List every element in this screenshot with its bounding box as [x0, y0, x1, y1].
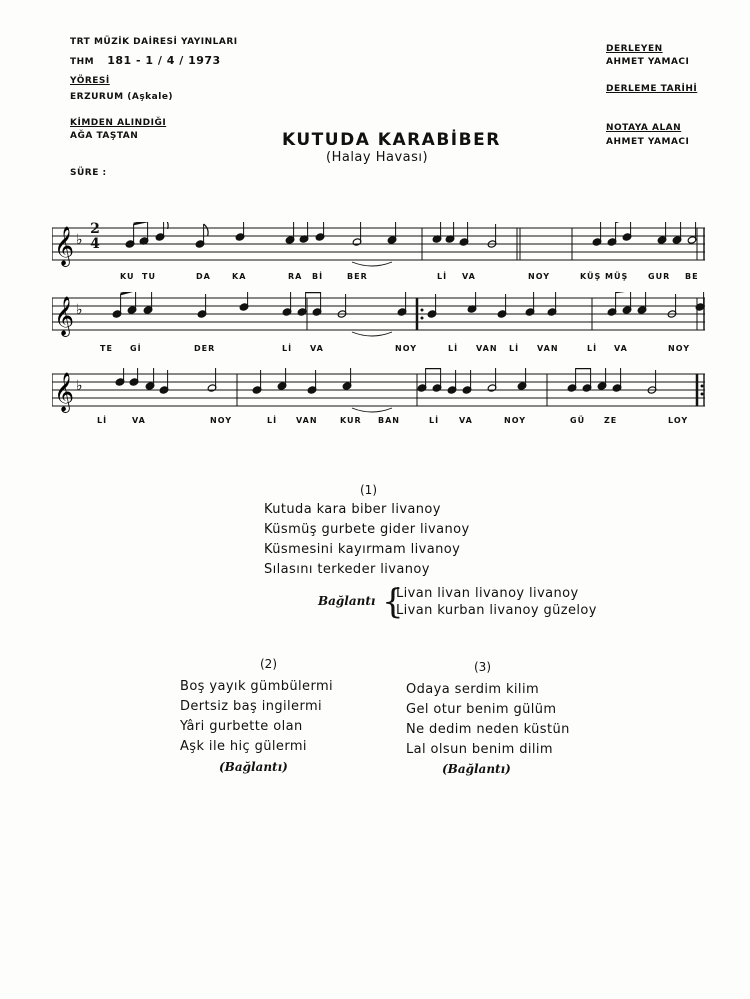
svg-text:♭: ♭ — [76, 378, 83, 394]
notation-label: NOTAYA ALAN — [606, 123, 682, 133]
time-signature — [88, 222, 102, 252]
svg-text:♭: ♭ — [76, 302, 83, 318]
svg-text:𝄞: 𝄞 — [54, 226, 75, 266]
verse-3-refrain: (Bağlantı) — [442, 762, 511, 776]
verse-1-number: (1) — [360, 483, 377, 497]
svg-text:𝄞: 𝄞 — [54, 372, 75, 412]
lyric-syllable: Lİ — [509, 344, 520, 353]
song-title: KUTUDA KARABİBER — [282, 130, 501, 150]
verse-line: Küsmesini kayırmam livanoy — [264, 542, 461, 557]
verse-line: Lal olsun benim dilim — [406, 742, 553, 757]
lyric-syllable: VA — [132, 416, 146, 425]
verse-line: Odaya serdim kilim — [406, 682, 540, 697]
source-value: AĞA TAŞTAN — [70, 131, 139, 141]
baglanti-label: Bağlantı — [318, 594, 376, 608]
staff-line-1 — [52, 222, 705, 268]
duration-label: SÜRE : — [70, 168, 107, 178]
lyric-syllable: VA — [310, 344, 324, 353]
verse-3-number: (3) — [474, 660, 491, 674]
time-signature-bottom: 4 — [90, 236, 100, 252]
verse-line: Ne dedim neden küstün — [406, 722, 570, 737]
verse-line: Dertsiz baş ingilermi — [180, 699, 323, 714]
collection-date-label: DERLEME TARİHİ — [606, 84, 698, 94]
publisher-line: TRT MÜZİK DAİRESİ YAYINLARI — [70, 37, 238, 47]
lyric-syllable: KUR — [340, 416, 362, 425]
lyric-syllable: GUR — [648, 272, 671, 281]
song-subtitle: (Halay Havası) — [326, 150, 429, 165]
verse-line: Aşk ile hiç gülermi — [180, 739, 307, 754]
time-signature-top: 2 — [90, 221, 100, 237]
lyric-syllable: LOY — [668, 416, 689, 425]
staff-line-3 — [52, 368, 705, 414]
lyric-syllable: BER — [347, 272, 368, 281]
lyric-syllable: RA — [288, 272, 303, 281]
refrain-line: Livan kurban livanoy güzeloy — [396, 603, 597, 618]
verse-line: Küsmüş gurbete gider livanoy — [264, 522, 470, 537]
lyric-syllable: ZE — [604, 416, 618, 425]
lyric-syllable: Lİ — [97, 416, 108, 425]
lyric-syllable: VA — [614, 344, 628, 353]
region-label: YÖRESİ — [70, 76, 110, 86]
thm-value: 181 - 1 / 4 / 1973 — [107, 54, 221, 67]
verse-2-number: (2) — [260, 657, 277, 671]
lyric-syllable: Lİ — [267, 416, 278, 425]
collector-label: DERLEYEN — [606, 44, 663, 54]
notation-value: AHMET YAMACI — [606, 137, 690, 147]
region-value: ERZURUM (Aşkale) — [70, 92, 174, 102]
thm-label: THM — [70, 57, 95, 67]
lyric-syllable: NOY — [528, 272, 551, 281]
lyric-syllable: MÜŞ — [605, 272, 629, 281]
lyric-syllable: NOY — [210, 416, 233, 425]
lyric-syllable: DER — [194, 344, 216, 353]
lyric-syllable: GÜ — [570, 416, 586, 425]
baglanti-brace: { — [382, 582, 404, 622]
lyric-syllable: Lİ — [587, 344, 598, 353]
lyric-syllable: NOY — [668, 344, 691, 353]
lyric-syllable: BE — [685, 272, 699, 281]
lyric-syllable: NOY — [395, 344, 418, 353]
lyric-syllable: VAN — [537, 344, 559, 353]
lyric-syllable: KU — [120, 272, 135, 281]
verse-2-refrain: (Bağlantı) — [219, 760, 288, 774]
lyric-syllable: BAN — [378, 416, 400, 425]
lyric-syllable: NOY — [504, 416, 527, 425]
lyric-syllable: Lİ — [448, 344, 459, 353]
verse-line: Gel otur benim gülüm — [406, 702, 557, 717]
verse-2 — [180, 677, 333, 757]
verse-line: Kutuda kara biber livanoy — [264, 502, 441, 517]
svg-text:𝄞: 𝄞 — [54, 296, 75, 336]
lyric-syllable: KÜŞ — [580, 272, 602, 281]
lyric-syllable: TE — [100, 344, 113, 353]
verse-line: Boş yayık gümbülermi — [180, 679, 334, 694]
lyric-syllable: Lİ — [437, 272, 448, 281]
lyric-syllable: KA — [232, 272, 247, 281]
lyric-syllable: VA — [459, 416, 473, 425]
lyric-syllable: Bİ — [312, 272, 324, 281]
lyric-syllable: Lİ — [429, 416, 440, 425]
source-label: KİMDEN ALINDIĞI — [70, 118, 167, 128]
svg-text:♭: ♭ — [76, 232, 83, 248]
staff-line-2 — [52, 292, 705, 338]
lyric-syllable: VAN — [296, 416, 318, 425]
verse-1 — [264, 500, 470, 580]
lyric-syllable: Gİ — [130, 344, 142, 353]
lyric-syllable: TU — [142, 272, 156, 281]
collector-value: AHMET YAMACI — [606, 57, 690, 67]
verse-line: Sılasını terkeder livanoy — [264, 562, 430, 577]
refrain-line: Livan livan livanoy livanoy — [396, 586, 579, 601]
verse-3 — [406, 680, 570, 760]
thm-row — [70, 49, 221, 68]
lyric-syllable: VAN — [476, 344, 498, 353]
lyric-syllable: VA — [462, 272, 476, 281]
baglanti-refrain — [396, 585, 597, 619]
lyric-syllable: Lİ — [282, 344, 293, 353]
lyric-syllable: DA — [196, 272, 211, 281]
verse-line: Yâri gurbette olan — [180, 719, 303, 734]
